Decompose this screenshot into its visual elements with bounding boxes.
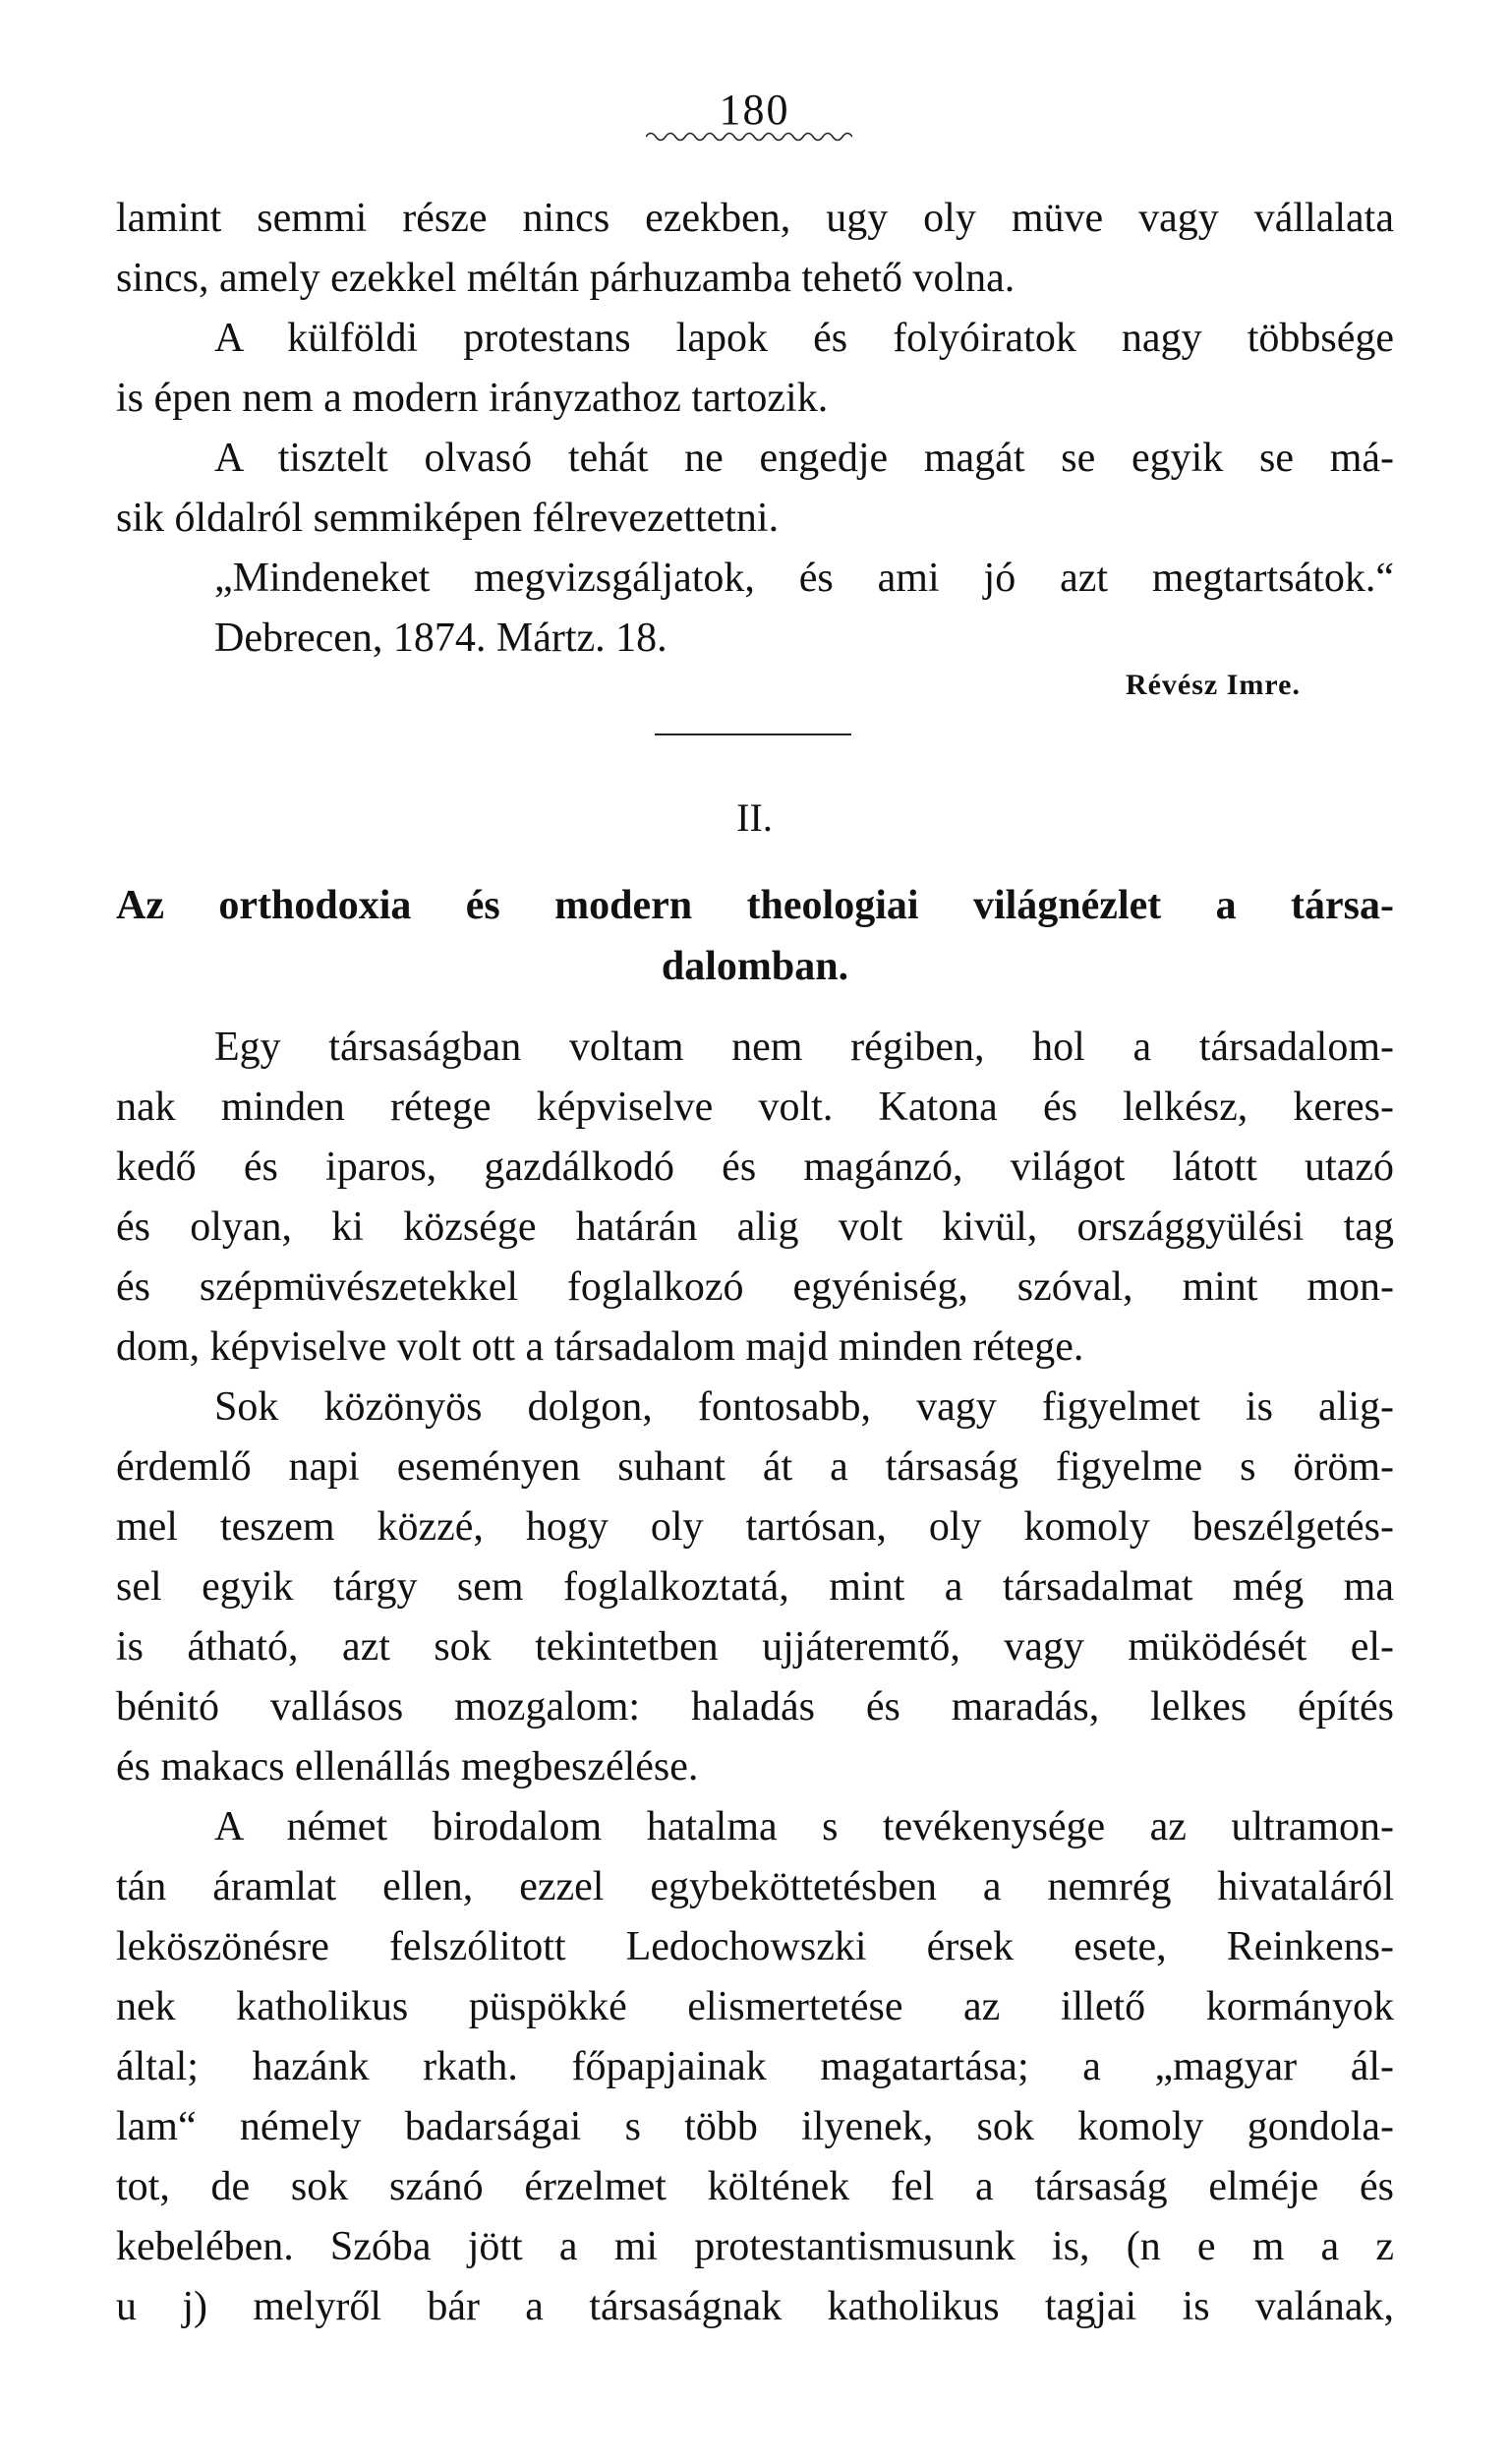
text-line: és olyan, ki községe határán alig volt kivül, országgyülési tag [116,1204,1394,1250]
text-line: tán áramlat ellen, ezzel egybeköttetésben a nemrég hivataláról [116,1864,1394,1909]
text-line: nek katholikus püspökké elismertetése az illető kormányok [116,1984,1394,2029]
text-line: is épen nem a modern irányzathoz tartozik. [116,376,829,421]
text-line: lamint semmi része nincs ezekben, ugy oly müve vagy vállalata [116,196,1394,241]
text-line: Sok közönyös dolgon, fontosabb, vagy figyelmet is alig- [214,1384,1394,1430]
text-line: tot, de sok szánó érzelmet költének fel a társaság elméje és [116,2164,1394,2209]
text-line: lam“ némely badarságai s több ilyenek, sok komoly gondola- [116,2104,1394,2149]
section-title [116,875,1394,997]
text-line: bénitó vallásos mozgalom: haladás és maradás, lelkes építés [116,1684,1394,1730]
text-line: sik óldalról semmiképen félrevezettetni. [116,496,780,541]
text-line: sincs, amely ezekkel méltán párhuzamba tehető volna. [116,256,1016,301]
text-line: „Mindeneket megvizsgáljatok, és ami jó azt megtartsátok.“ [214,556,1394,601]
text-line: A külföldi protestans lapok és folyóiratok nagy többsége [214,316,1394,361]
section-divider [655,733,851,735]
section-title-line: dalomban. [661,944,849,989]
author-signature: Révész Imre. [1125,669,1301,701]
text-line: Debrecen, 1874. Mártz. 18. [214,616,667,661]
text-line: mel teszem közzé, hogy oly tartósan, oly komoly beszélgetés- [116,1504,1394,1550]
text-line: és makacs ellenállás megbeszélése. [116,1744,699,1789]
section-title-line: Az orthodoxia és modern theologiai világnézlet a társa- [116,883,1394,928]
text-line: kedő és iparos, gazdálkodó és magánzó, világot látott utazó [116,1144,1394,1190]
body-paragraphs [116,1018,1394,2337]
text-line: A német birodalom hatalma s tevékenysége az ultramon- [214,1804,1394,1849]
text-line: nak minden rétege képviselve volt. Katona és lelkész, keres- [116,1085,1394,1130]
text-line: Egy társaságban voltam nem régiben, hol a társadalom- [214,1025,1394,1070]
text-line: kebelében. Szóba jött a mi protestantismusunk is, (n e m a z [116,2224,1394,2269]
wavy-ornament-icon [646,130,852,144]
section-number: II. [736,795,773,840]
text-line: leköszönésre felszólitott Ledochowszki érsek esete, Reinkens- [116,1924,1394,1969]
text-line: érdemlő napi eseményen suhant át a társaság figyelme s öröm- [116,1444,1394,1490]
text-line: u j) melyről bár a társaságnak katholikus tagjai is valának, [116,2284,1394,2329]
text-line: dom, képviselve volt ott a társadalom majd minden rétege. [116,1324,1084,1370]
text-line: sel egyik tárgy sem foglalkoztatá, mint a társadalmat még ma [116,1564,1394,1610]
text-line: és szépmüvészetekkel foglalkozó egyéniség, szóval, mint mon- [116,1264,1394,1310]
top-paragraphs [116,189,1394,669]
text-line: által; hazánk rkath. főpapjainak magatartása; a „magyar ál- [116,2044,1394,2089]
text-line: A tisztelt olvasó tehát ne engedje magát se egyik se má- [214,436,1394,481]
page-number: 180 [719,86,790,134]
text-line: is átható, azt sok tekintetben ujjáteremtő, vagy müködését el- [116,1624,1394,1670]
